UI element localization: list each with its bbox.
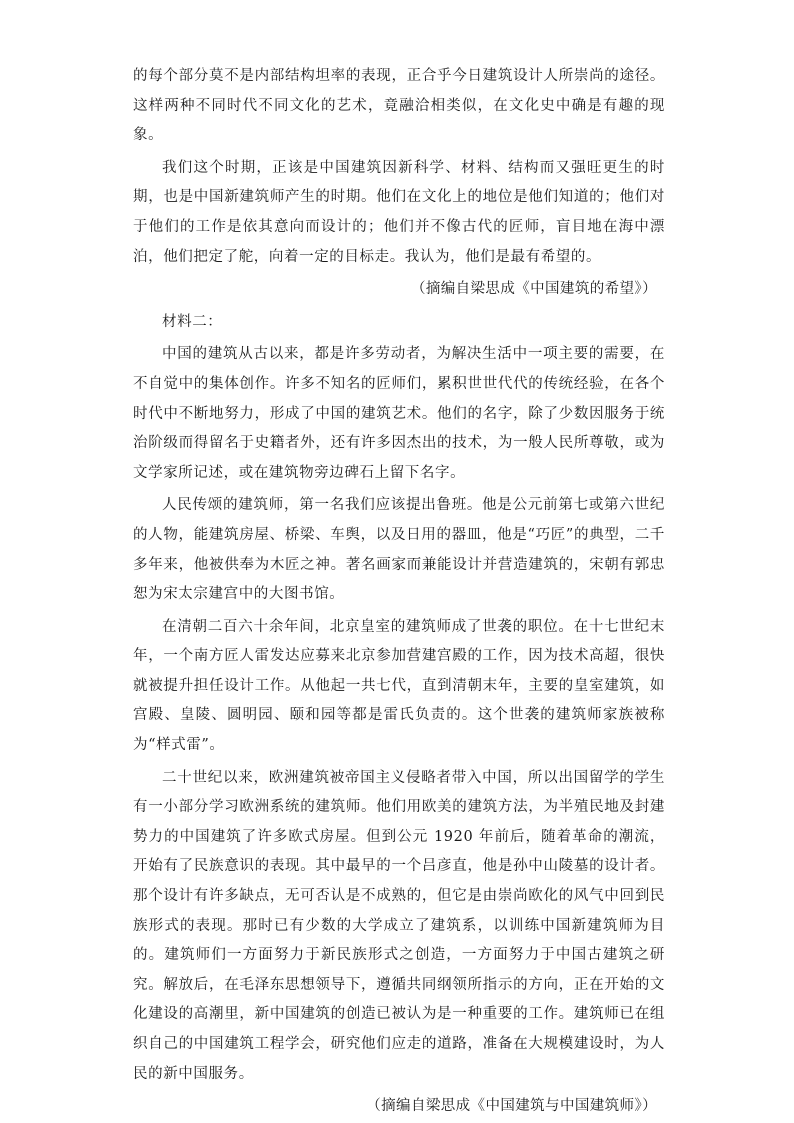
material2-heading: 材料二： <box>162 313 223 330</box>
material2-source-citation: （摘编自梁思成《中国建筑与中国建筑师》） <box>366 1098 657 1115</box>
material1-paragraph-continued: 的每个部分莫不是内部结构坦率的表现，正合乎今日建筑设计人所崇尚的途径。这样两种不同时代不同文化的艺术，竟融洽相类似，在文化史中确是有趣的现象。 <box>133 68 665 144</box>
material1-source-citation: （摘编自梁思成《中国建筑的希望》） <box>410 281 657 298</box>
material2-paragraph-4: 二十世纪以来，欧洲建筑被帝国主义侵略者带入中国，所以出国留学的学生有一小部分学习欧洲系统的建筑师。他们用欧美的建筑方法，为半殖民地及封建势力的中国建筑了许多欧式房屋。但到公元 1920 年前后，随着革命的潮流，开始有了民族意识的表现。其中最早的一个吕彦直，他是孙中山陵墓的设计者。那个设计有许多缺点，无可否认是不成熟的，但它是由崇尚欧化的风气中回到民族形式的表现。那时已有少数的大学成立了建筑系，以训练中国新建筑师为目的。建筑师们一方面努力于新民族形式之创造，一方面努力于中国古建筑之研究。解放后，在毛泽东思想领导下，遵循共同纲领所指示的方向，正在开始的文化建设的高潮里，新中国建筑的创造已被认为是一种重要的工作。建筑师已在组织自己的中国建筑工程学会，研究他们应走的道路，准备在大规模建设时，为人民的新中国服务。 <box>133 769 665 1082</box>
material2-paragraph-3: 在清朝二百六十余年间，北京皇室的建筑师成了世袭的职位。在十七世纪末年，一个南方匠人雷发达应募来北京参加营建宫殿的工作，因为技术高超，很快就被提升担任设计工作。从他起一共七代，直到清朝末年，主要的皇室建筑，如宫殿、皇陵、圆明园、颐和园等都是雷氏负责的。这个世袭的建筑师家族被称为“样式雷”。 <box>133 618 665 754</box>
material1-paragraph-2: 我们这个时期，正该是中国建筑因新科学、材料、结构而又强旺更生的时期，也是中国新建筑师产生的时期。他们在文化上的地位是他们知道的；他们对于他们的工作是依其意向而设计的；他们并不像古代的匠师，盲目地在海中漂泊，他们把定了舵，向着一定的目标走。我认为，他们是最有希望的。 <box>133 159 665 265</box>
material2-paragraph-2: 人民传颂的建筑师，第一名我们应该提出鲁班。他是公元前第七或第六世纪的人物，能建筑房屋、桥梁、车舆，以及日用的器皿，他是“巧匠”的典型，二千多年来，他被供奉为木匠之神。著名画家而兼能设计并营造建筑的，宋朝有郭忠恕为宋太宗建宫中的大图书馆。 <box>133 497 665 603</box>
document-page <box>133 62 665 1122</box>
material2-paragraph-1: 中国的建筑从古以来，都是许多劳动者，为解决生活中一项主要的需要，在不自觉中的集体创作。许多不知名的匠师们，累积世世代代的传统经验，在各个时代中不断地努力，形成了中国的建筑艺术。他们的名字，除了少数因服务于统治阶级而得留名于史籍者外，还有许多因杰出的技术，为一般人民所尊敬，或为文学家所记述，或在建筑物旁边碑石上留下名字。 <box>133 346 665 481</box>
